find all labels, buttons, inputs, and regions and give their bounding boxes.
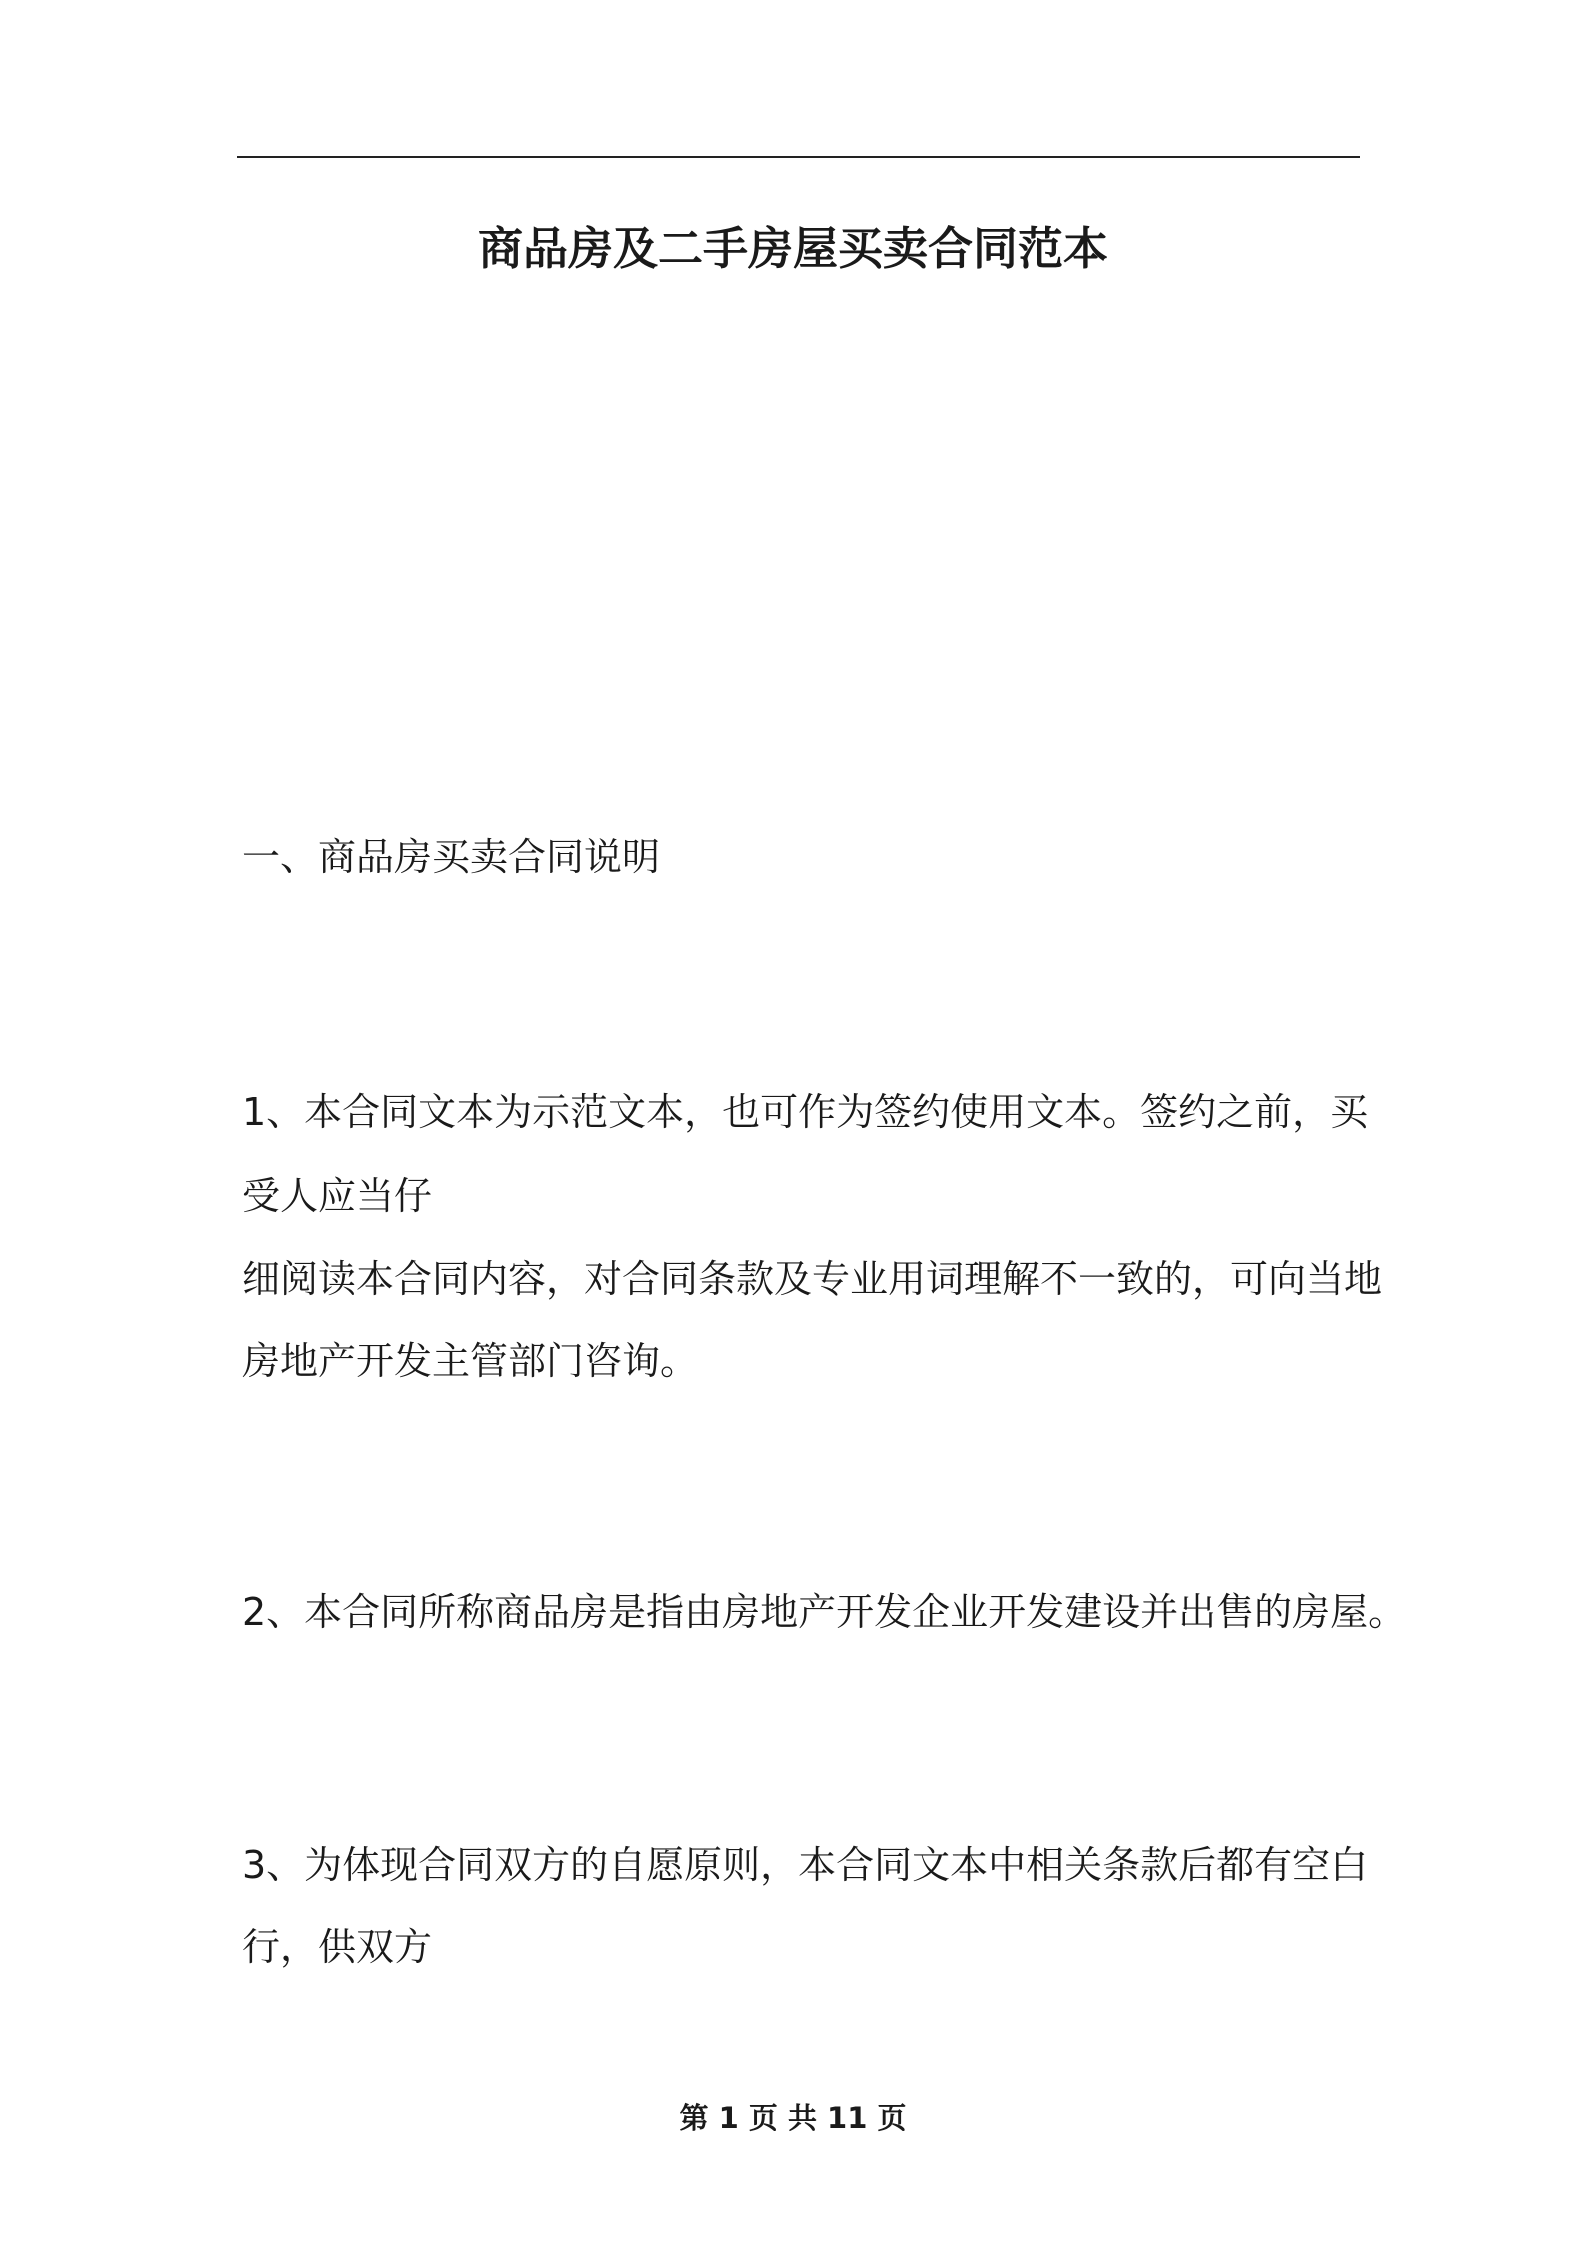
paragraph-line: 房地产开发主管部门咨询。 (242, 1339, 699, 1383)
page-number-footer: 第 1 页 共 11 页 (679, 2101, 907, 2135)
paragraph-line: 受人应当仔 (242, 1174, 433, 1218)
header-rule (237, 156, 1360, 158)
paragraph-line: 行，供双方 (242, 1925, 433, 1969)
section-heading: 一、商品房买卖合同说明 (242, 835, 661, 879)
paragraph-line: 细阅读本合同内容，对合同条款及专业用词理解不一致的，可向当地 (242, 1257, 1383, 1301)
paragraph-line: 2、本合同所称商品房是指由房地产开发企业开发建设并出售的房屋。 (242, 1590, 1407, 1634)
document-title: 商品房及二手房屋买卖合同范本 (477, 222, 1108, 275)
paragraph-line: 1、本合同文本为示范文本，也可作为签约使用文本。签约之前，买 (242, 1090, 1369, 1134)
paragraph-line: 3、为体现合同双方的自愿原则，本合同文本中相关条款后都有空白 (242, 1843, 1369, 1887)
